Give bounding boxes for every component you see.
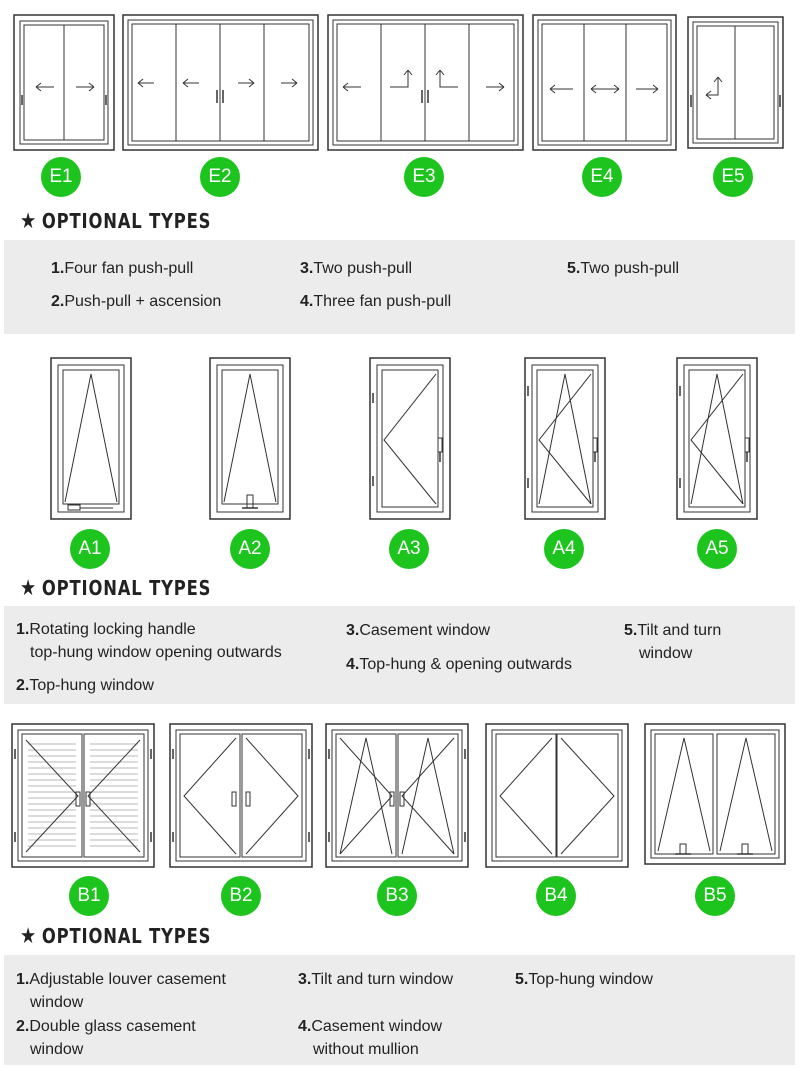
option-item: 3.Two push-pull	[300, 260, 413, 277]
badge-b1: B1	[69, 876, 109, 916]
window-drawing-b4	[486, 724, 628, 867]
option-item: 5.Top-hung window	[515, 971, 653, 988]
option-item-continued: window	[30, 994, 84, 1011]
badge-a1: A1	[70, 529, 110, 569]
badge-a5: A5	[697, 529, 737, 569]
star-icon: ★	[20, 924, 38, 949]
option-item: 4.Casement window	[298, 1018, 443, 1035]
option-item-continued: top-hung window opening outwards	[30, 644, 282, 661]
badge-a4: A4	[544, 529, 584, 569]
option-item: 4.Three fan push-pull	[300, 293, 452, 310]
section-heading-b: ★ OPTIONAL TYPES	[20, 924, 212, 949]
section-heading-e: ★ OPTIONAL TYPES	[20, 209, 212, 234]
option-item: 5.Tilt and turn	[624, 622, 722, 639]
window-drawing-a2	[210, 358, 290, 519]
options-panel-e	[4, 240, 795, 334]
star-icon: ★	[20, 209, 38, 234]
option-item-continued: without mullion	[313, 1041, 419, 1058]
badge-b5: B5	[695, 876, 735, 916]
option-item: 3.Tilt and turn window	[298, 971, 454, 988]
badge-b4: B4	[536, 876, 576, 916]
window-drawing-a4	[525, 358, 605, 519]
option-item: 4.Top-hung & opening outwards	[346, 656, 572, 673]
option-item: 2.Top-hung window	[16, 677, 154, 694]
window-drawing-b2	[170, 724, 312, 867]
badge-e1: E1	[41, 157, 81, 197]
window-drawing-e1	[14, 15, 114, 150]
option-item-continued: window	[639, 645, 693, 662]
window-drawing-e2	[123, 15, 318, 150]
option-item: 1.Four fan push-pull	[51, 260, 194, 277]
badge-e4: E4	[582, 157, 622, 197]
option-item-continued: window	[30, 1041, 84, 1058]
option-item: 2.Push-pull + ascension	[51, 293, 222, 310]
window-drawing-a5	[677, 358, 757, 519]
star-icon: ★	[20, 576, 38, 601]
option-item: 3.Casement window	[346, 622, 491, 639]
window-drawing-e5	[688, 17, 783, 148]
badge-e3: E3	[404, 157, 444, 197]
option-item: 1.Rotating locking handle	[16, 621, 196, 638]
badge-e5: E5	[713, 157, 753, 197]
window-drawing-a3	[370, 358, 450, 519]
badge-b2: B2	[221, 876, 261, 916]
options-panel-a	[4, 606, 795, 704]
badge-a3: A3	[389, 529, 429, 569]
options-panel-b	[4, 955, 795, 1065]
badge-b3: B3	[377, 876, 417, 916]
option-item: 2.Double glass casement	[16, 1018, 196, 1035]
window-drawing-b5	[645, 724, 785, 864]
window-drawing-e4	[533, 15, 676, 150]
badge-e2: E2	[200, 157, 240, 197]
window-drawing-b1	[12, 724, 154, 867]
window-drawing-a1	[51, 358, 131, 519]
window-drawing-b3	[326, 724, 468, 867]
badge-a2: A2	[230, 529, 270, 569]
window-drawing-e3	[328, 15, 523, 150]
option-item: 5.Two push-pull	[567, 260, 680, 277]
section-heading-a: ★ OPTIONAL TYPES	[20, 576, 212, 601]
option-item: 1.Adjustable louver casement	[16, 971, 226, 988]
